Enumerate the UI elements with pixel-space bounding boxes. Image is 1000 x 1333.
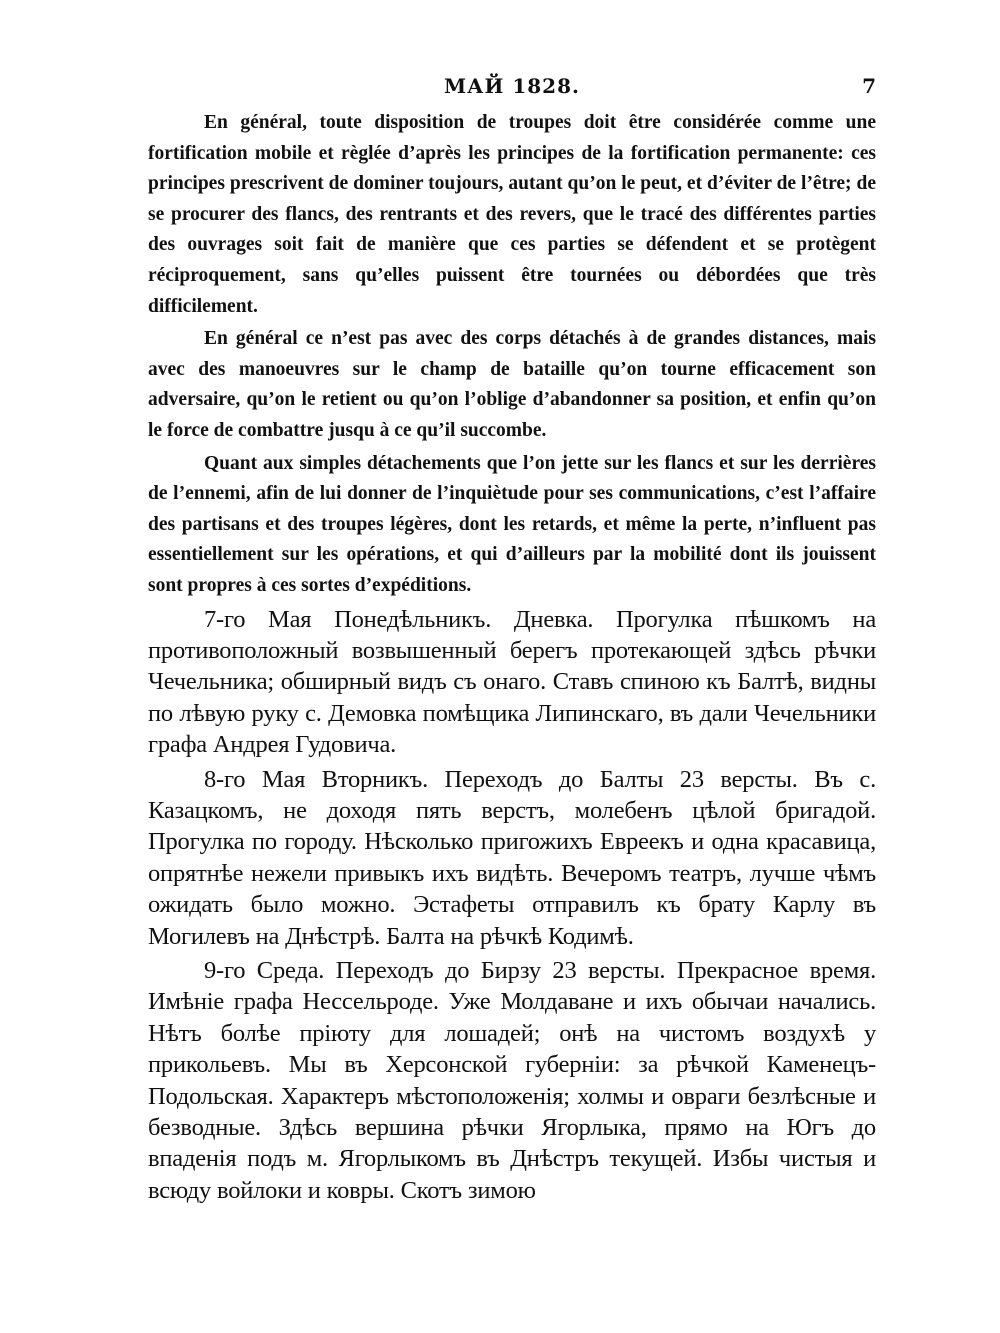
book-page bbox=[148, 68, 876, 1209]
paragraph-french-3: Quant aux simples détachements que l’on jette sur les flancs et sur les derrières de l’ennemi, afin de lui donner de l’inquiètude pour ses communications, c’est l’affaire des partisans et des troupes légères, dont les retards, et même la perte, n’influent pas essentiellement sur les opérations, et qui d’ailleurs par la mobilité dont ils jouissent sont propres à ces sortes d’expéditions. bbox=[148, 452, 876, 596]
paragraph-french-1: En général, toute disposition de troupes doit être considérée comme une fortification mobile et règlée d’après les principes de la fortification permanente: ces principes prescrivent de dominer toujours, autant qu’on le peut, et d’éviter de l’être; de se procurer des flancs, des rentrants et des revers, que le tracé des différentes parties des ouvrages soit fait de manière que ces parties se défendent et se protègent réciproquement, sans qu’elles puissent être tournées ou débordées que très difficilement. bbox=[148, 112, 876, 317]
paragraph-diary-may-9: 9-го Среда. Переходъ до Бирзу 23 версты. Прекрасное время. Имѣніе графа Нессельроде. Уже Молдаване и ихъ обычаи начались. Нѣтъ болѣе пріюту для лошадей; онѣ на чистомъ воздухѣ у прикольевъ. Мы въ Херсонской губерніи: за рѣчкой Каменецъ-Подольская. Характеръ мѣстоположенія; холмы и овраги безлѣсные и безводные. Здѣсь вершина рѣчки Ягорлыка, прямо на Югъ до впаденія подъ м. Ягорлыкомъ въ Днѣстръ текущей. Избы чистыя и всюду войлоки и ковры. Скотъ зимою bbox=[148, 956, 876, 1204]
running-head bbox=[148, 68, 876, 108]
page-number: 7 bbox=[862, 74, 876, 98]
paragraph-diary-may-8: 8-го Мая Вторникъ. Переходъ до Балты 23 версты. Въ с. Казацкомъ, не доходя пять верстъ, молебенъ цѣлой бригадой. Прогулка по городу. Нѣсколько пригожихъ Евреекъ и одна красавица, опрятнѣе нежели привыкъ ихъ видѣть. Вечеромъ театръ, лучше чѣмъ ожидать было можно. Эстафеты отправилъ къ брату Карлу въ Могилевъ на Днѣстрѣ. Балта на рѣчкѣ Кодимѣ. bbox=[148, 765, 876, 950]
paragraph-french-2: En général ce n’est pas avec des corps détachés à de grandes distances, mais avec des manoeuvres sur le champ de bataille qu’on tourne efficacement son adversaire, qu’on le retient ou qu’on l’oblige d’abandonner sa position, et enfin qu’on le force de combattre jusqu à ce qu’il succombe. bbox=[148, 328, 876, 441]
paragraph-diary-may-7: 7-го Мая Понедѣльникъ. Дневка. Прогулка пѣшкомъ на противоположный возвышенный берегъ протекающей здѣсь рѣчки Чечельника; обширный видъ съ онаго. Ставъ спиною къ Балтѣ, видны по лѣвую руку с. Демовка помѣщика Липинскаго, въ дали Чечельники графа Андрея Гудовича. bbox=[148, 605, 876, 759]
running-head-title: МАЙ 1828. bbox=[444, 74, 580, 98]
